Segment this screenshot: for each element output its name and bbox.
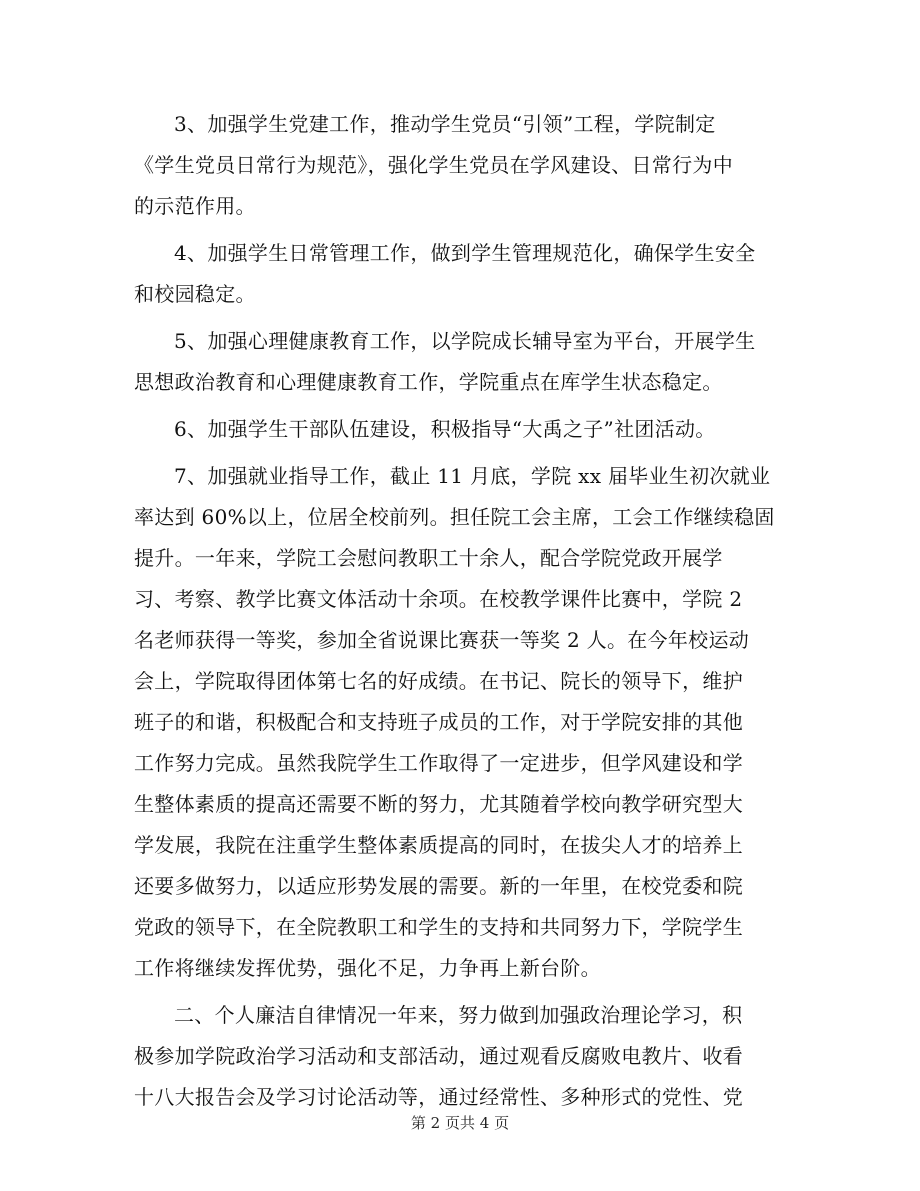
text-line: 提升。一年来，学院工会慰问教职工十余人，配合学院党政开展学 [134,546,723,570]
paragraph-3 [134,104,774,227]
text-line: 学发展，我院在注重学生整体素质提高的同时，在拔尖人才的培养上 [134,833,743,857]
text-line: 十八大报告会及学习讨论活动等，通过经常性、多种形式的党性、党 [134,1085,743,1109]
text-line: 班子的和谐，积极配合和支持班子成员的工作，对于学院安排的其他 [134,710,743,734]
text-line: 思想政治教育和心理健康教育工作，学院重点在库学生状态稳定。 [134,370,723,394]
text-line: 工作努力完成。虽然我院学生工作取得了一定进步，但学风建设和学 [134,751,743,775]
text-line: 党政的领导下，在全院教职工和学生的支持和共同努力下，学院学生 [134,915,743,939]
text-line: 6、加强学生干部队伍建设，积极指导“大禹之子”社团活动。 [174,417,716,441]
text-line: 和校园稳定。 [134,282,256,306]
paragraph-4 [134,233,774,315]
text-line: 率达到 60%以上，位居全校前列。担任院工会主席，工会工作继续稳固 [134,505,775,529]
text-line: 《学生党员日常行为规范》，强化学生党员在学风建设、日常行为中 [134,153,733,177]
text-line: 工作将继续发挥优势，强化不足，力争再上新台阶。 [134,956,601,980]
text-line: 5、加强心理健康教育工作，以学院成长辅导室为平台，开展学生 [174,329,756,353]
text-line: 3、加强学生党建工作，推动学生党员“引领”工程，学院制定 [174,112,716,136]
text-line: 二、个人廉洁自律情况一年来，努力做到加强政治理论学习，积 [174,1003,743,1027]
text-line: 极参加学院政治学习活动和支部活动，通过观看反腐败电教片、收看 [134,1044,743,1068]
text-line: 4、加强学生日常管理工作，做到学生管理规范化，确保学生安全 [174,241,756,265]
text-line: 名老师获得一等奖，参加全省说课比赛获一等奖 2 人。在今年校运动 [134,628,750,652]
paragraph-integrity [134,995,774,1118]
page-footer: 第 2 页共 4 页 [410,1114,510,1132]
paragraph-7 [134,456,774,989]
text-line: 生整体素质的提高还需要不断的努力，尤其随着学校向教学研究型大 [134,792,743,816]
body-text [134,104,774,1124]
text-line: 习、考察、教学比赛文体活动十余项。在校教学课件比赛中，学院 2 [134,587,743,611]
text-line: 会上，学院取得团体第七名的好成绩。在书记、院长的领导下，维护 [134,669,743,693]
text-line: 还要多做努力，以适应形势发展的需要。新的一年里，在校党委和院 [134,874,743,898]
text-line: 的示范作用。 [134,194,256,218]
paragraph-5 [134,321,774,403]
paragraph-6 [134,409,774,450]
text-line: 7、加强就业指导工作，截止 11 月底，学院 xx 届毕业生初次就业 [174,464,771,488]
